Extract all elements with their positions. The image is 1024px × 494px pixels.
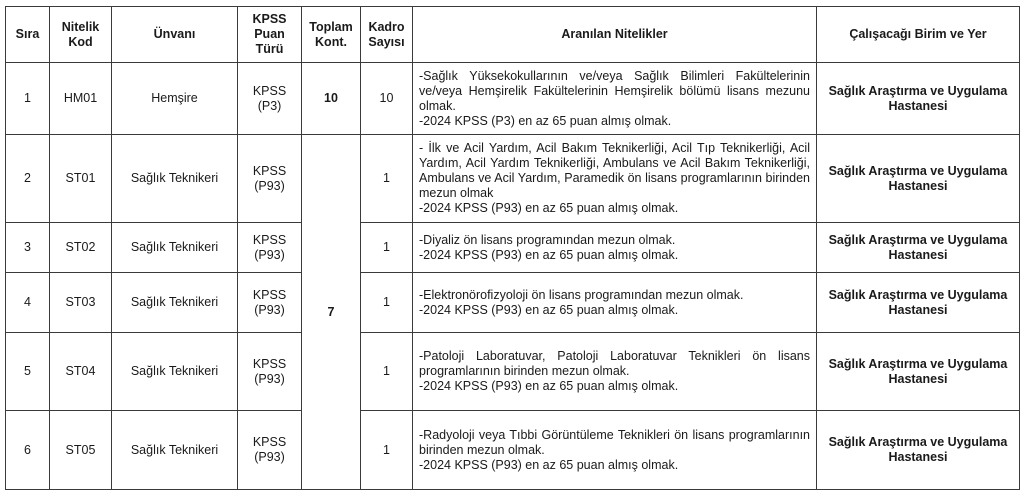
cell-kadro: 1 [361, 273, 413, 333]
cell-birim: Sağlık Araştırma ve Uygulama Hastanesi [817, 135, 1020, 223]
header-nitelik: Aranılan Nitelikler [413, 7, 817, 63]
cell-toplam: 10 [302, 63, 361, 135]
header-puan: KPSS Puan Türü [238, 7, 302, 63]
nitelik-line: -2024 KPSS (P93) en az 65 puan almış olmak. [419, 379, 679, 393]
cell-unvan: Sağlık Teknikeri [112, 411, 238, 490]
cell-unvan: Sağlık Teknikeri [112, 333, 238, 411]
nitelik-line: -2024 KPSS (P93) en az 65 puan almış olmak. [419, 302, 679, 317]
nitelik-line: -Diyaliz ön lisans programından mezun olmak. [419, 232, 676, 247]
table-row [6, 411, 1020, 490]
cell-puan: KPSS (P93) [238, 273, 302, 333]
cell-kod: ST04 [50, 333, 112, 411]
nitelik-line: -Sağlık Yüksekokullarının ve/veya Sağlık Bilimleri Fakültelerinin ve/veya Hemşirelik Fakültelerinin Hemşirelik bölümü lisans mezunu olmak. [419, 68, 810, 113]
cell-unvan: Sağlık Teknikeri [112, 223, 238, 273]
cell-birim: Sağlık Araştırma ve Uygulama Hastanesi [817, 333, 1020, 411]
cell-birim: Sağlık Araştırma ve Uygulama Hastanesi [817, 273, 1020, 333]
header-sira: Sıra [6, 7, 50, 63]
cell-nitelik [413, 223, 817, 273]
cell-puan: KPSS (P93) [238, 411, 302, 490]
cell-nitelik [413, 135, 817, 223]
header-kadro: Kadro Sayısı [361, 7, 413, 63]
cell-kod: ST02 [50, 223, 112, 273]
cell-kod: ST01 [50, 135, 112, 223]
positions-table [5, 6, 1020, 490]
table-row [6, 63, 1020, 135]
cell-unvan: Sağlık Teknikeri [112, 135, 238, 223]
cell-nitelik [413, 411, 817, 490]
header-row [6, 7, 1020, 63]
nitelik-line: -2024 KPSS (P3) en az 65 puan almış olmak. [419, 113, 672, 128]
cell-sira: 2 [6, 135, 50, 223]
header-kod: Nitelik Kod [50, 7, 112, 63]
header-unvan: Ünvanı [112, 7, 238, 63]
cell-puan: KPSS (P93) [238, 333, 302, 411]
cell-sira: 4 [6, 273, 50, 333]
cell-kadro: 10 [361, 63, 413, 135]
cell-nitelik [413, 273, 817, 333]
nitelik-line: - İlk ve Acil Yardım, Acil Bakım Teknikerliği, Acil Tıp Teknikerliği, Acil Yardım, Acil Yardım Teknikerliği, Ambulans ve Acil Bakım Teknikerliği, Ambulans ve Acil Yardım, Paramedik ön lisans programlarının birinden mezun olmak [419, 141, 810, 200]
cell-sira: 1 [6, 63, 50, 135]
header-birim: Çalışacağı Birim ve Yer [817, 7, 1020, 63]
cell-puan: KPSS (P3) [238, 63, 302, 135]
cell-toplam: 7 [302, 135, 361, 490]
cell-kadro: 1 [361, 333, 413, 411]
nitelik-line: -Elektronörofizyoloji ön lisans programından mezun olmak. [419, 287, 744, 302]
cell-birim: Sağlık Araştırma ve Uygulama Hastanesi [817, 411, 1020, 490]
cell-puan: KPSS (P93) [238, 135, 302, 223]
cell-kod: HM01 [50, 63, 112, 135]
cell-unvan: Hemşire [112, 63, 238, 135]
header-toplam: Toplam Kont. [302, 7, 361, 63]
cell-sira: 6 [6, 411, 50, 490]
cell-kadro: 1 [361, 135, 413, 223]
table-row [6, 135, 1020, 223]
cell-sira: 3 [6, 223, 50, 273]
nitelik-line: -Radyoloji veya Tıbbi Görüntüleme Teknikleri ön lisans programlarının birinden mezun olmak. [419, 427, 810, 457]
cell-kod: ST05 [50, 411, 112, 490]
cell-nitelik [413, 333, 817, 411]
nitelik-line: -Patoloji Laboratuvar, Patoloji Laboratuvar Teknikleri ön lisans programlarının birinden mezun olmak. [419, 349, 810, 378]
cell-birim: Sağlık Araştırma ve Uygulama Hastanesi [817, 223, 1020, 273]
nitelik-line: -2024 KPSS (P93) en az 65 puan almış olmak. [419, 457, 679, 472]
cell-puan: KPSS (P93) [238, 223, 302, 273]
cell-sira: 5 [6, 333, 50, 411]
cell-kadro: 1 [361, 411, 413, 490]
table-row [6, 333, 1020, 411]
table-row [6, 273, 1020, 333]
cell-birim: Sağlık Araştırma ve Uygulama Hastanesi [817, 63, 1020, 135]
nitelik-line: -2024 KPSS (P93) en az 65 puan almış olmak. [419, 201, 679, 215]
cell-kod: ST03 [50, 273, 112, 333]
cell-kadro: 1 [361, 223, 413, 273]
nitelik-line: -2024 KPSS (P93) en az 65 puan almış olmak. [419, 247, 679, 262]
cell-unvan: Sağlık Teknikeri [112, 273, 238, 333]
table-row [6, 223, 1020, 273]
cell-nitelik [413, 63, 817, 135]
